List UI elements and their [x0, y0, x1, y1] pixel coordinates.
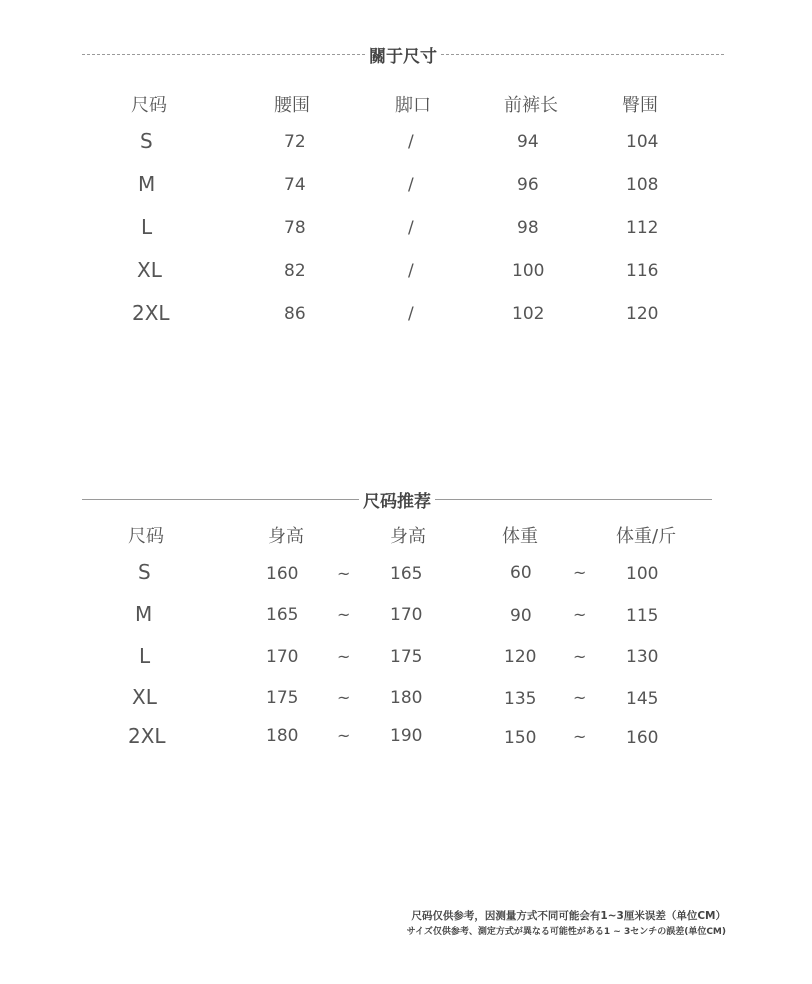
recommend-table-cell-weight-max: 100	[626, 564, 659, 584]
size-table-cell-size: M	[138, 172, 156, 196]
size-table-header-waist: 腰围	[274, 95, 310, 116]
recommend-table-cell-height-max: 170	[390, 605, 423, 625]
size-table-cell-length: 100	[512, 261, 545, 281]
recommend-section-title: 尺码推荐	[363, 491, 431, 512]
note-chinese: 尺码仅供参考，因测量方式不同可能会有1~3厘米误差（单位CM）	[411, 910, 726, 922]
size-table-cell-hip: 104	[626, 132, 659, 152]
recommend-table-cell-weight-min: 90	[510, 606, 532, 626]
recommend-table-cell-height-min: 170	[266, 647, 299, 667]
range-separator: ~	[337, 726, 351, 745]
recommend-table-cell-height-max: 190	[390, 726, 423, 746]
size-table-cell-length: 98	[517, 218, 539, 238]
size-table-cell-waist: 72	[284, 132, 306, 152]
size-table-cell-waist: 82	[284, 261, 306, 281]
size-table-cell-waist: 74	[284, 175, 306, 195]
range-separator: ~	[573, 605, 587, 624]
measurement-notes	[407, 908, 726, 940]
recommend-table-cell-height-max: 175	[390, 647, 423, 667]
recommend-table-header-size: 尺码	[128, 526, 164, 547]
recommend-table-cell-weight-min: 60	[510, 563, 532, 583]
size-section-title-bar	[82, 42, 724, 66]
recommend-table-cell-size: S	[138, 560, 151, 584]
size-table-cell-hip: 108	[626, 175, 659, 195]
title-divider-left	[82, 54, 365, 55]
range-separator: ~	[337, 605, 351, 624]
size-table-cell-waist: 78	[284, 218, 306, 238]
recommend-table-cell-weight-max: 145	[626, 689, 659, 709]
recommend-table-cell-height-min: 180	[266, 726, 299, 746]
size-table-cell-hem: /	[408, 261, 414, 281]
recommend-table-cell-weight-min: 120	[504, 647, 537, 667]
recommend-table-cell-size: 2XL	[128, 724, 166, 748]
size-table-cell-hem: /	[408, 218, 414, 238]
recommend-table-cell-weight-max: 160	[626, 728, 659, 748]
recommend-table-cell-height-min: 160	[266, 564, 299, 584]
size-table-cell-hem: /	[408, 175, 414, 195]
size-table-header-length: 前裤长	[504, 95, 558, 116]
recommend-table-cell-height-max: 180	[390, 688, 423, 708]
recommend-table-cell-height-min: 165	[266, 605, 299, 625]
range-separator: ~	[573, 688, 587, 707]
recommend-table-header-weight-min: 体重	[502, 526, 538, 547]
recommend-table-cell-weight-max: 115	[626, 606, 659, 626]
recommend-table-cell-weight-max: 130	[626, 647, 659, 667]
range-separator: ~	[337, 647, 351, 666]
size-table-cell-hip: 112	[626, 218, 659, 238]
recommend-table-cell-height-max: 165	[390, 564, 423, 584]
range-separator: ~	[573, 647, 587, 666]
recommend-section-title-bar	[82, 487, 712, 511]
size-table-cell-size: S	[140, 129, 153, 153]
size-table-cell-length: 94	[517, 132, 539, 152]
title-divider-left	[82, 499, 359, 500]
range-separator: ~	[337, 688, 351, 707]
recommend-table-cell-weight-min: 135	[504, 689, 537, 709]
recommend-table-header-height-max: 身高	[390, 526, 426, 547]
range-separator: ~	[573, 727, 587, 746]
title-divider-right	[435, 499, 712, 500]
note-japanese: サイズ仅供参考、測定方式が異なる可能性がある1 ~ 3センチの誤差(单位CM)	[406, 927, 726, 937]
recommend-table-header-height-min: 身高	[268, 526, 304, 547]
title-divider-right	[441, 54, 724, 55]
size-table-cell-length: 96	[517, 175, 539, 195]
recommend-table-cell-size: L	[139, 644, 151, 668]
size-table-cell-size: XL	[137, 258, 162, 282]
recommend-table-cell-size: XL	[132, 685, 157, 709]
size-table-header-size: 尺码	[131, 95, 167, 116]
size-table-cell-hem: /	[408, 304, 414, 324]
size-table-header-hem: 脚口	[395, 95, 431, 116]
size-table-header-hip: 臀围	[622, 95, 658, 116]
range-separator: ~	[573, 563, 587, 582]
size-table-cell-size: L	[141, 215, 153, 239]
size-table-cell-hip: 120	[626, 304, 659, 324]
size-table-cell-length: 102	[512, 304, 545, 324]
recommend-table-cell-size: M	[135, 602, 153, 626]
size-section-title: 關于尺寸	[369, 46, 437, 67]
size-table-cell-hip: 116	[626, 261, 659, 281]
size-table-cell-hem: /	[408, 132, 414, 152]
recommend-table-cell-height-min: 175	[266, 688, 299, 708]
range-separator: ~	[337, 564, 351, 583]
size-table-cell-waist: 86	[284, 304, 306, 324]
size-table-cell-size: 2XL	[132, 301, 170, 325]
recommend-table-cell-weight-min: 150	[504, 728, 537, 748]
recommend-table-header-weight-max: 体重/斤	[616, 526, 677, 547]
